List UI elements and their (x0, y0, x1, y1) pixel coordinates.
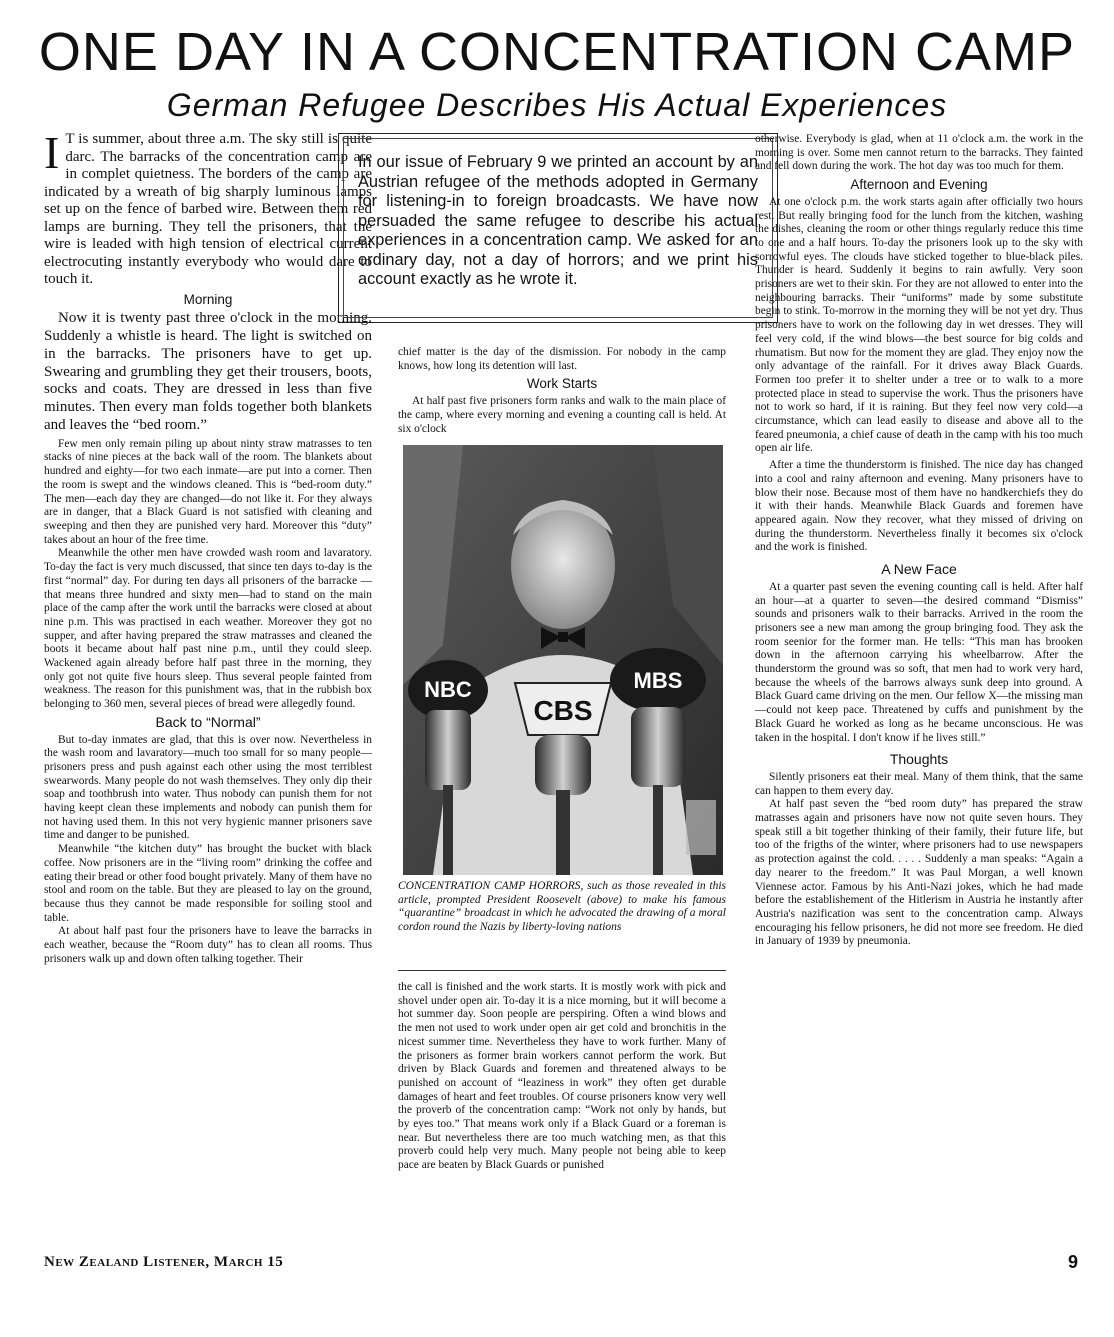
article-column-1 (44, 127, 372, 967)
section-heading-back-to-normal: Back to “Normal” (155, 713, 261, 730)
article-column-3 (755, 133, 1083, 949)
paragraph: otherwise. Everybody is glad, when at 11 o'clock a.m. the work in the morning is over. Some men cannot return to the barracks. They fainted and fell down during the work. The hot day was too much for them. (755, 133, 1083, 173)
roosevelt-photo (403, 445, 723, 875)
paragraph: At one o'clock p.m. the work starts again after officially two hours rest. But really bringing food for the lunch from the kitchen, washing the dishes, cleaning the room or other things regularly reduce this time to one and a half hours. To-day the prisoners look up to the sky with sorrowful eyes. The clouds have sticked together to blue-black piles. Thunder is heard. Suddenly it begins to rain awfully. Very soon prisoners are wet to their skin. For they are not allowed to enter into the neighbouring barracks. Their “uniforms” made by some substitute begin to stink. To-morrow in the morning they will be not yet dry. Thus prisoners have to work on the following day in wet dresses. They will feel very cold, if the wind blows—the best source for big colds and rhumatism. But now for the moment they are glad. They enjoy now the only advantage of the rainfall. For it drives away Black Guards. Formen too prefer it to shelter under a tree or to walk to a more protected place in stead to supervise the work. Thus the prisoners have not to work so hard, if it is raining. But they feel now very cold—a circumstance, which can lead easily to disease and above all to the feared pneumonia, a chief cause of death in the camp with his too much open air life. (755, 195, 1083, 455)
publication-footer: New Zealand Listener, March 15 (44, 1254, 284, 1270)
paragraph: Meanwhile “the kitchen duty” has brought the bucket with black coffee. Now prisoners are in the “living room” drinking the coffee and eating their bread or other food bought privately. Many of them have no stool and room on the table. But they are pleased to lay on the ground, because thus they cannot be made responsible for soiling stool and table. (44, 843, 372, 924)
section-heading-morning: Morning (183, 291, 233, 307)
opening-text: T is summer, about three a.m. The sky still is quite darc. The barracks of the concentration camp are in complet quietness. The borders of the camp are indicated by a wreath of big sharply luminous lamps set up on the fence of barbed wire. Between them red lamps are burning. They tell the prisoners, that the wire is leaded with high tension of electrical current electrocuting instantly everybody who would dare to touch it. (44, 131, 372, 287)
paragraph: But to-day inmates are glad, that this is over now. Nevertheless in the wash room and lavaratory—much too small for so many people—prisoners press and push against each other using the most terriblest swearwords. Many people do not wash themselves. They only dip their soap and toothbrush into water. Thus nobody can punish them for not having keept clean these implements and nobody can punish them for not having used them. In this not very hygienic manner prisoners save time and danger to be punished. (44, 733, 372, 842)
section-heading-new-face: A New Face (881, 561, 957, 578)
page-number: 9 (1068, 1252, 1079, 1272)
intro-text: In our issue of February 9 we printed an account by an Austrian refugee of the methods adopted in Germany for listening-in to foreign broadcasts. We have now persuaded the same refugee to describe his actual experiences in a concentration camp. We asked for an ordinary day, not a day of horrors; and we print his account exactly as he wrote it. (343, 138, 773, 318)
paragraph: chief matter is the day of the dismission. For nobody in the camp knows, how long its detention will last. (398, 346, 726, 372)
opening-paragraph (44, 127, 372, 289)
paragraph: At half past five prisoners form ranks and walk to the main place of the camp, where every morning and evening a counting call is held. At six o'clock (398, 395, 726, 435)
intro-box (338, 133, 778, 323)
paragraph: After a time the thunderstorm is finished. The nice day has changed into a cool and rainy afternoon and evening. Many prisoners have to blow their nose. Because most of them have no handkerchiefs they do it with their hands. Meanwhile Black Guards and foremen have appeared again. Now they recover, what they missed of driving on during the thunderstorm. Nevertheless finally it becomes six o'clock and the work is finished. (755, 459, 1083, 554)
paragraph: the call is finished and the work starts. It is mostly work with pick and shovel under open air. To-day it is a nice morning, but it will become a hot summer day. Soon people are perspiring. Often a wind blows and the men not used to work under open air get cold and bronchitis in the nicest summer time. Nevertheless they have to work further. Many of the prisoners as former brain workers cannot perform the work. But driven by Black Guards and foremen and threatened always to be punished on account of “leaziness in work” they often get durable damages of heart and feet troubles. Of course prisoners know very well the proverb of the concentration camp: “Work not only by hands, but by eyes too.” That means work only if a Black Guard or a foreman is near. But nevertheless there are too much watching men, as that this proverb could help very much. Many people not being able to keep pace are beaten by Black Guards or punished (398, 981, 726, 1172)
paragraph: Few men only remain piling up about ninty straw matrasses to ten stacks of nine pieces at the back wall of the room. The blankets about hundred and eighty—for two each inmate—are put into a corner. Then the room is swept and the windows cleaned. This is “bed-room duty.” The men—each day they are changed—do not like it. For they always are in danger, that a Black Guard is not satisfied with cleaning and sweeping and then they are punished very hard. Moreover this “duty” takes about an hour of the free time. (44, 437, 372, 546)
mic-label-cbs: CBS (533, 695, 593, 726)
headline: ONE DAY IN A CONCENTRATION CAMP (38, 22, 1076, 82)
paragraph: At a quarter past seven the evening counting call is held. After half an hour—at a quarter to seven—the desired command “Dismiss” sounds and prisoners walk to their barracks. Arrived in the room the prisoners see a new man among the group bringing food. They ask the room seenior for the former man. He tells: “This man has brooken down in the afternoon carrying his wheelbarrow. After the thunderstorm the ground was so soft, that men had to work very hard, because the wheels of the barrows always sunk deep into ground. A Black Guard came driving on the men. Our fellow X—the missing man—could not keep pace. Threatened by cuffs and punishment by the Black Guard he worked as long as he became unconscious. He was taken in the hospital. I don't know if he lives still.” (755, 580, 1083, 744)
paragraph: Meanwhile the other men have crowded wash room and lavaratory. To-day the fact is very much discussed, that since ten days to-day is the first “normal” day. For during ten days all prisoners of the barracke —that means three hundred and sixty men—had to stand on the main place of the camp after the work until the barracks were closed at about nine p.m. This was practised in each weather. Moreover they got no supper, and after having prepared the straw matrasses and cleaned the boots it became about half past nine p.m., until they could sleep. Wackened again already before half past three in the morning, they only got not quite five hours sleep. Thus several people fainted from weakness. The reason for this punishment was, that in the rubbish box belonging to 360 men, several pieces of bread were allegedly found. (44, 547, 372, 711)
article-column-2-top (398, 346, 726, 436)
section-heading-work-starts: Work Starts (526, 376, 598, 392)
photo-caption: CONCENTRATION CAMP HORRORS, such as those revealed in this article, prompted President Roosevelt (above) to make his famous “quarantine” broadcast in which he advocated the drawing of a moral cordon round the Nazis by liberty-loving nations (398, 880, 726, 933)
paragraph: Silently prisoners eat their meal. Many of them think, that the same can happen to them every day. (755, 770, 1083, 797)
mic-label-mbs: MBS (633, 668, 683, 693)
paragraph: Now it is twenty past three o'clock in the morning. Suddenly a whistle is heard. The light is switched on in the barracks. The prisoners have to get up. Swearing and grumbling they get their trousers, boots, socks and coats. They are dressed in less than five minutes. Then every man folds together both blankets and leaves the “bed room.” (44, 310, 372, 433)
paragraph: At about half past four the prisoners have to leave the barracks in each weather, because the “Room duty” has to clean all rooms. Thus prisoners walk up and down often talking together. Their (44, 925, 372, 965)
section-heading-afternoon: Afternoon and Evening (850, 177, 988, 193)
drop-cap: I (44, 127, 60, 178)
caption-divider (398, 970, 726, 971)
mic-label-nbc: NBC (424, 677, 472, 702)
paragraph: At half past seven the “bed room duty” has prepared the straw matrasses again and prisoners have now not quite seven hours. They speak still a bit together thinking of their family, their future life, but too of the frigths of the winter, where prisoners had to use newspapers as protection against the cold. . . . . Suddenly a man speaks: “Again a day nearer to the freedom.” It was Paul Morgan, a well known Viennese actor. Famous by his Anti-Nazi jokes, which he had made before the establishement of the Hitlerism in Austria he instantly after Austria's nazification was sent to the concentration camp. Always encouraging his fellow prisoners, he did not more see freedom. He died in January of 1939 by pneumonia. (755, 798, 1083, 948)
article-column-2-bottom (398, 981, 726, 1173)
subheadline: German Refugee Describes His Actual Experiences (166, 87, 948, 123)
section-heading-thoughts: Thoughts (889, 751, 949, 768)
photo-illustration (403, 445, 723, 875)
